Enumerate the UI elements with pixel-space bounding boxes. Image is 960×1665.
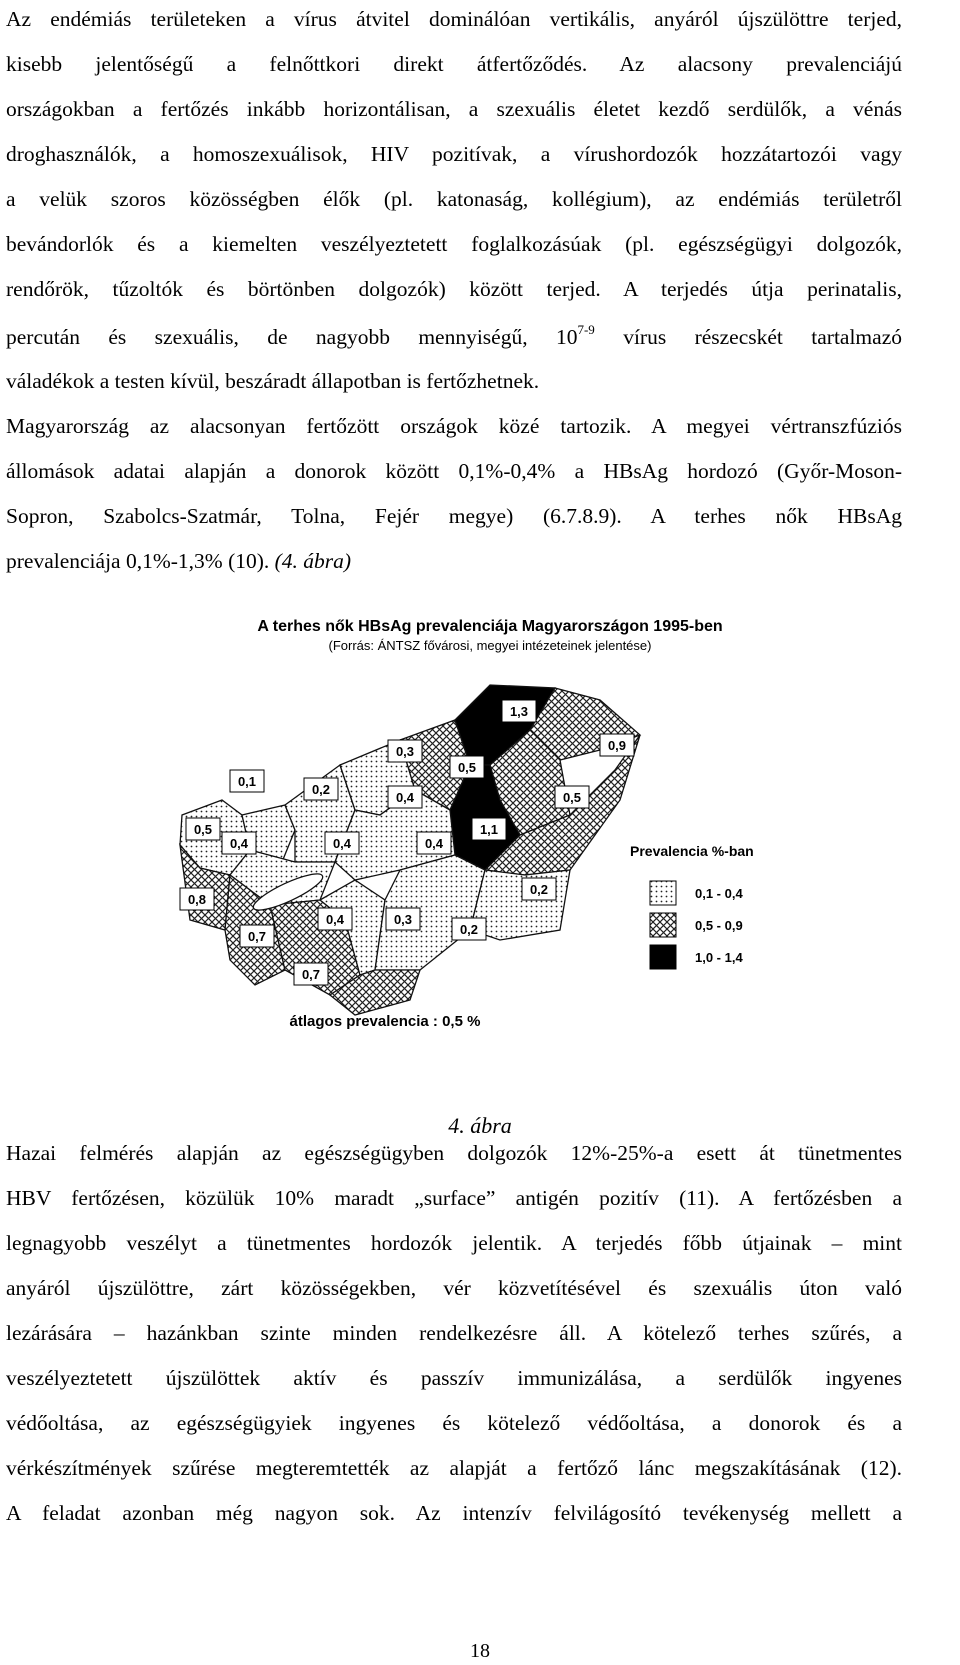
paragraph-2 <box>6 1131 902 1536</box>
legend-swatch-cross <box>650 913 676 937</box>
label-box <box>386 908 420 930</box>
label-box <box>388 786 422 808</box>
label-box <box>318 908 352 930</box>
legend-label: 1,0 - 1,4 <box>695 950 743 965</box>
page-number: 18 <box>470 1640 490 1662</box>
label-box <box>522 878 556 900</box>
figure-caption: 4. ábra <box>448 1113 512 1138</box>
text-line: Sopron, Szabolcs-Szatmár, Tolna, Fejér megye) (6.7.8.9). A terhes nők HBsAg <box>6 504 902 528</box>
figure-title: A terhes nők HBsAg prevalenciája Magyarországon 1995-ben <box>257 618 723 635</box>
hungary-map <box>170 600 810 1100</box>
text-line: droghasználók, a homoszexuálisok, HIV pozitívak, a vírushordozók hozzátartozói vagy <box>6 142 902 166</box>
map-footer: átlagos prevalencia : 0,5 % <box>289 1013 481 1030</box>
text-line: kisebb jelentőségű a felnőttkori direkt átfertőződés. Az alacsony prevalenciájú <box>6 52 902 76</box>
legend-label: 0,1 - 0,4 <box>695 886 743 901</box>
legend-swatch-dots <box>650 881 676 905</box>
county-value: 0,2 <box>529 882 549 897</box>
legend-title: Prevalencia %-ban <box>630 843 754 859</box>
county-value: 0,8 <box>187 892 207 907</box>
county-value: 0,4 <box>424 836 444 851</box>
label-box <box>325 832 359 854</box>
label-box <box>388 740 422 762</box>
text-line: A feladat azonban még nagyon sok. Az intenzív felvilágosító tevékenység mellett a <box>6 1501 902 1525</box>
map-legend <box>630 843 754 969</box>
text-line: legnagyobb veszélyt a tünetmentes hordozók jelentik. A terjedés főbb útjainak – mint <box>6 1231 902 1255</box>
county-value: 0,4 <box>325 912 345 927</box>
text-line: Magyarország az alacsonyan fertőzött országok közé tartozik. A megyei vértranszfúziós <box>6 414 902 438</box>
county-value: 0,2 <box>311 782 331 797</box>
label-box <box>450 756 484 778</box>
text-line: veszélyeztetett újszülöttek aktív és passzív immunizálása, a serdülők ingyenes <box>6 1366 902 1390</box>
text-line: Hazai felmérés alapján az egészségügyben dolgozók 12%-25%-a esett át tünetmentes <box>6 1141 902 1165</box>
text-line: vérkészítmények szűrése megteremtették az alapját a fertőző lánc megszakításának (12). <box>6 1456 902 1480</box>
legend-label: 0,5 - 0,9 <box>695 918 743 933</box>
text-line <box>6 539 902 584</box>
figure-subtitle: (Forrás: ÁNTSZ fővárosi, megyei intézeteinek jelentése) <box>328 638 652 653</box>
label-box <box>555 786 589 808</box>
text-line: anyáról újszülöttre, zárt közösségekben, vér közvetítésével és szexuális úton való <box>6 1276 902 1300</box>
label-box <box>230 770 264 792</box>
label-box <box>417 832 451 854</box>
text-segment: prevalenciája 0,1%-1,3% (10). <box>6 549 275 573</box>
text-line-with-exponent <box>6 312 902 359</box>
county-value: 0,4 <box>229 836 249 851</box>
label-box <box>222 832 256 854</box>
text-line: váladékok a testen kívül, beszáradt állapotban is fertőzhetnek. <box>6 369 540 393</box>
label-box <box>240 925 274 947</box>
county-value: 0,1 <box>237 774 257 789</box>
text-line: Az endémiás területeken a vírus átvitel dominálóan vertikális, anyáról újszülöttre terjed, <box>6 7 902 31</box>
text-line: országokban a fertőzés inkább horizontálisan, a szexuális életet kezdő serdülők, a vénás <box>6 97 902 121</box>
legend-swatch-solid <box>650 945 676 969</box>
county-value: 0,4 <box>332 836 352 851</box>
county-value: 0,5 <box>457 760 477 775</box>
label-box <box>304 778 338 800</box>
county-value: 0,4 <box>395 790 415 805</box>
county-value: 0,5 <box>562 790 582 805</box>
label-box <box>180 888 214 910</box>
text-line: bevándorlók és a kiemelten veszélyeztetett foglalkozásúak (pl. egészségügyi dolgozók, <box>6 232 902 256</box>
county-value: 0,3 <box>393 912 413 927</box>
text-line: állomások adatai alapján a donorok között 0,1%-0,4% a HBsAg hordozó (Győr-Moson- <box>6 459 902 483</box>
label-box <box>452 918 486 940</box>
county-value: 0,3 <box>395 744 415 759</box>
prevalence-map-figure <box>170 600 810 1100</box>
text-segment: vírus részecskét tartalmazó <box>594 325 902 349</box>
text-line: védőoltása, az egészségügyiek ingyenes és kötelező védőoltása, a donorok és a <box>6 1411 902 1435</box>
label-box <box>186 818 220 840</box>
exponent: 7-9 <box>577 322 595 337</box>
text-line: HBV fertőzésen, közülük 10% maradt „surface” antigén pozitív (11). A fertőzésben a <box>6 1186 902 1210</box>
label-box <box>294 963 328 985</box>
county-value: 0,7 <box>247 929 267 944</box>
county-value: 0,2 <box>459 922 479 937</box>
label-box <box>502 700 536 722</box>
county-value: 0,5 <box>193 822 213 837</box>
county-value: 0,7 <box>301 967 321 982</box>
text-line: rendőrök, tűzoltók és börtönben dolgozók) között terjed. A terjedés útja perinatalis, <box>6 277 902 301</box>
figure-reference: (4. ábra) <box>274 549 352 573</box>
label-box <box>600 734 634 756</box>
county-value: 1,1 <box>479 822 499 837</box>
text-line: lezárására – hazánkban szinte minden rendelkezésre áll. A kötelező terhes szűrés, a <box>6 1321 902 1345</box>
text-line: a velük szoros közösségben élők (pl. katonaság, kollégium), az endémiás területről <box>6 187 902 211</box>
county-value: 0,9 <box>607 738 627 753</box>
paragraph-1 <box>6 0 902 584</box>
text-segment: percután és szexuális, de nagyobb mennyiségű, 10 <box>6 325 578 349</box>
county-value: 1,3 <box>509 704 529 719</box>
label-box <box>472 818 506 840</box>
